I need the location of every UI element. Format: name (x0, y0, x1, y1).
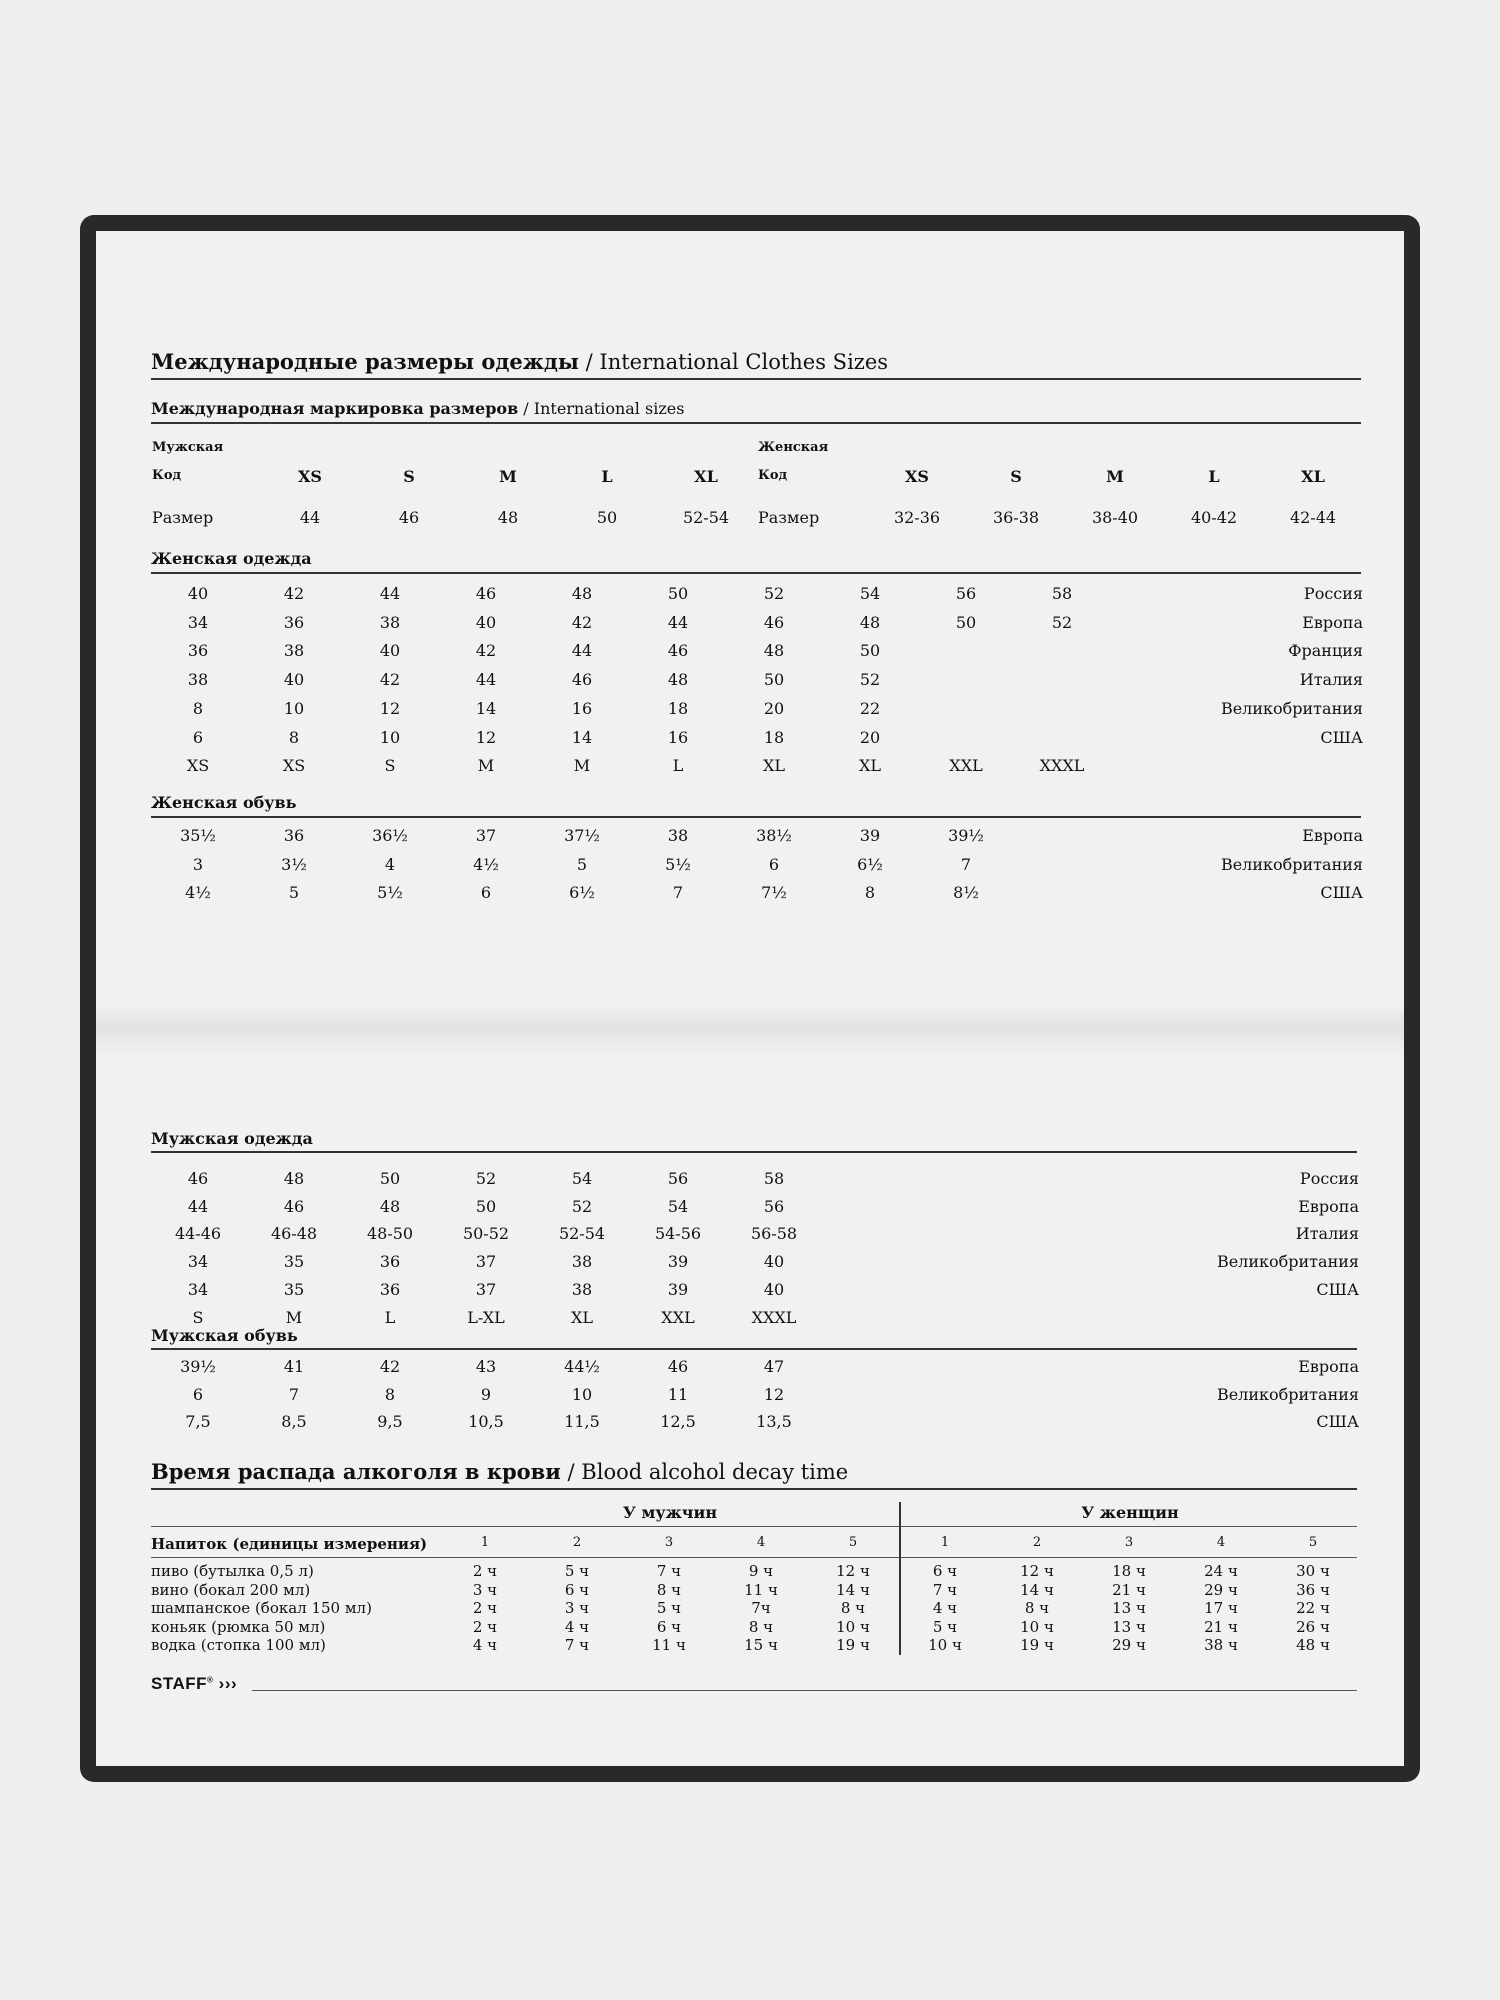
women-clothes-cell: 50 (667, 584, 689, 603)
men-shoes-cell: 10 (571, 1384, 593, 1404)
alcohol-men-cell: 2 ч (472, 1562, 498, 1580)
women-shoes-cell: 35½ (180, 826, 216, 845)
women-clothes-cell: 46 (763, 612, 785, 632)
men-clothes-cell: 35 (283, 1279, 305, 1299)
alcohol-men-cell: 14 ч (836, 1580, 870, 1599)
men-clothes-cell: 36 (379, 1279, 401, 1299)
intl-heading (151, 399, 684, 418)
intl-women-code: S (1010, 467, 1022, 486)
alcohol-men-label: У мужчин (622, 1503, 718, 1522)
footer-rule (252, 1690, 1357, 1691)
men-clothes-cell: 48 (283, 1169, 305, 1188)
alcohol-men-cell: 2 ч (472, 1617, 498, 1636)
alcohol-women-cell: 26 ч (1296, 1617, 1330, 1636)
women-shoes-cell: 36 (283, 826, 305, 845)
alcohol-women-cell: 14 ч (1020, 1580, 1054, 1599)
women-clothes-cell: 12 (475, 727, 497, 747)
men-shoes-country: Великобритания (1216, 1384, 1359, 1404)
alcohol-men-cell: 8 ч (840, 1599, 866, 1617)
men-clothes-heading: Мужская одежда (151, 1129, 313, 1148)
women-clothes-cell: 50 (859, 641, 881, 661)
women-clothes-cell: L (672, 756, 684, 776)
alcohol-men-cell: 15 ч (744, 1636, 778, 1654)
title-ru: Международные размеры одежды (151, 349, 579, 374)
men-clothes-cell: 39 (667, 1252, 689, 1272)
men-shoes-cell: 11 (667, 1384, 689, 1404)
women-clothes-cell: 16 (667, 727, 689, 747)
men-clothes-cell: 40 (763, 1252, 785, 1272)
alcohol-women-col: 3 (1124, 1535, 1134, 1550)
alcohol-men-cell: 3 ч (472, 1580, 498, 1599)
title-en: / International Clothes Sizes (585, 350, 889, 374)
men-clothes-cell: L-XL (467, 1307, 505, 1327)
men-clothes-cell: L (384, 1307, 396, 1327)
men-shoes-cell: 47 (763, 1357, 785, 1376)
women-clothes-cell: XXXL (1039, 756, 1085, 776)
alcohol-men-cell: 4 ч (564, 1617, 590, 1636)
women-shoes-cell: 8½ (953, 883, 979, 902)
alcohol-women-cell: 10 ч (1020, 1617, 1054, 1636)
women-clothes-cell: 10 (379, 727, 401, 747)
women-clothes-cell: XXL (949, 756, 983, 776)
alcohol-men-cell: 7 ч (656, 1562, 682, 1580)
intl-women-code: L (1208, 467, 1220, 486)
women-shoes-country: Великобритания (1220, 854, 1363, 874)
alcohol-men-cell: 7ч (751, 1599, 771, 1617)
women-clothes-cell: 54 (859, 584, 881, 603)
alcohol-women-cell: 6 ч (932, 1562, 958, 1580)
intl-women-size: 32-36 (893, 508, 941, 527)
men-shoes-cell: 44½ (564, 1357, 600, 1376)
intl-women-size: 36-38 (992, 508, 1040, 527)
alcohol-women-cell: 22 ч (1296, 1599, 1330, 1617)
alcohol-men-cell: 12 ч (836, 1562, 870, 1580)
women-clothes-cell: 8 (192, 698, 204, 718)
intl-women-code-label: Код (758, 468, 788, 483)
alcohol-men-col: 2 (572, 1535, 582, 1550)
men-clothes-cell: 37 (475, 1279, 497, 1299)
men-clothes-cell: 54-56 (654, 1224, 702, 1244)
men-clothes-cell: 44 (187, 1196, 209, 1216)
men-clothes-cell: 54 (571, 1169, 593, 1188)
women-shoes-cell: 3 (192, 854, 204, 874)
women-clothes-cell: 22 (859, 698, 881, 718)
men-clothes-cell: 58 (763, 1169, 785, 1188)
women-clothes-cell: 52 (1051, 612, 1073, 632)
men-clothes-cell: 46 (283, 1196, 305, 1216)
alcohol-women-cell: 4 ч (932, 1599, 958, 1617)
alcohol-men-cell: 9 ч (748, 1562, 774, 1580)
women-clothes-cell: 38 (187, 670, 209, 690)
intl-women-size: 38-40 (1091, 508, 1139, 527)
intl-women-code: M (1106, 467, 1124, 486)
women-shoes-country: США (1320, 883, 1363, 902)
alcohol-title (151, 1459, 848, 1484)
women-shoes-cell: 3½ (281, 854, 307, 874)
women-shoes-heading: Женская обувь (151, 793, 297, 812)
women-clothes-cell: 46 (571, 670, 593, 690)
women-clothes-cell: 44 (571, 641, 593, 661)
women-clothes-cell: 38 (283, 641, 305, 661)
men-shoes-cell: 6 (192, 1384, 204, 1404)
alcohol-women-col: 2 (1032, 1535, 1042, 1550)
alcohol-header-rule (151, 1526, 1357, 1527)
intl-women-code: XL (1301, 467, 1325, 486)
women-clothes-country: США (1320, 727, 1363, 747)
women-clothes-cell: 12 (379, 698, 401, 718)
women-shoes-cell: 4½ (185, 883, 211, 902)
women-clothes-cell: 40 (379, 641, 401, 661)
men-clothes-cell: 48 (379, 1196, 401, 1216)
alcohol-men-cell: 2 ч (472, 1599, 498, 1617)
women-clothes-cell: 48 (667, 670, 689, 690)
men-clothes-cell: XXXL (751, 1307, 797, 1327)
page-fold (96, 1009, 1404, 1059)
men-clothes-cell: 46-48 (270, 1224, 318, 1244)
men-clothes-cell: 56 (667, 1169, 689, 1188)
women-clothes-cell: 52 (859, 670, 881, 690)
women-clothes-cell: 42 (283, 584, 305, 603)
alcohol-women-cell: 10 ч (928, 1636, 962, 1654)
men-clothes-cell: 56 (763, 1196, 785, 1216)
men-clothes-cell: 48-50 (366, 1224, 414, 1244)
women-clothes-cell: 48 (763, 641, 785, 661)
intl-men-size: 52-54 (682, 508, 730, 527)
women-shoes-cell: 5½ (665, 854, 691, 874)
alcohol-men-col: 3 (664, 1535, 674, 1550)
men-shoes-cell: 42 (379, 1357, 401, 1376)
alcohol-women-cell: 18 ч (1112, 1562, 1146, 1580)
alcohol-men-cell: 11 ч (744, 1580, 778, 1599)
women-shoes-cell: 39 (859, 826, 881, 845)
women-clothes-cell: 38 (379, 612, 401, 632)
men-clothes-cell: 52-54 (558, 1224, 606, 1244)
women-shoes-cell: 6½ (857, 854, 883, 874)
alcohol-women-cell: 21 ч (1204, 1617, 1238, 1636)
intl-women-size: 40-42 (1190, 508, 1238, 527)
alcohol-men-cell: 3 ч (564, 1599, 590, 1617)
men-clothes-country: Великобритания (1216, 1252, 1359, 1272)
logo-name: STAFF (151, 1674, 208, 1693)
logo-arrows: ››› (218, 1674, 238, 1693)
women-clothes-cell: 46 (475, 584, 497, 603)
women-shoes-cell: 36½ (372, 826, 408, 845)
men-shoes-cell: 8 (384, 1384, 396, 1404)
women-clothes-cell: 20 (763, 698, 785, 718)
men-clothes-cell: 56-58 (750, 1224, 798, 1244)
women-clothes-cell: 40 (283, 670, 305, 690)
men-shoes-cell: 39½ (180, 1357, 216, 1376)
alcohol-men-cell: 11 ч (652, 1636, 686, 1654)
women-clothes-cell: 46 (667, 641, 689, 661)
women-clothes-cell: 34 (187, 612, 209, 632)
men-shoes-cell: 12,5 (660, 1412, 696, 1431)
women-clothes-country: Италия (1299, 670, 1363, 690)
women-clothes-cell: 44 (667, 612, 689, 632)
women-shoes-cell: 6 (768, 854, 780, 874)
women-clothes-cell: 10 (283, 698, 305, 718)
alcohol-men-cell: 4 ч (472, 1636, 498, 1654)
alcohol-men-col: 4 (756, 1535, 766, 1550)
men-clothes-cell: S (192, 1307, 204, 1327)
men-clothes-country: США (1316, 1279, 1359, 1299)
intl-men-size-label: Размер (152, 508, 214, 527)
men-shoes-cell: 12 (763, 1384, 785, 1404)
women-shoes-cell: 37 (475, 826, 497, 845)
women-shoes-country: Европа (1302, 826, 1363, 845)
alcohol-drink: водка (стопка 100 мл) (151, 1636, 326, 1654)
title-rule (151, 378, 1361, 380)
men-clothes-rule (151, 1151, 1357, 1153)
alcohol-title-rule (151, 1488, 1357, 1490)
women-clothes-cell: XS (282, 756, 306, 776)
alcohol-women-cell: 8 ч (1024, 1599, 1050, 1617)
alcohol-women-cell: 21 ч (1112, 1580, 1146, 1599)
men-clothes-cell: 34 (187, 1252, 209, 1272)
women-clothes-cell: 36 (187, 641, 209, 661)
women-clothes-cell: 18 (667, 698, 689, 718)
women-clothes-cell: 42 (571, 612, 593, 632)
alcohol-men-cell: 7 ч (564, 1636, 590, 1654)
alcohol-women-cell: 17 ч (1204, 1599, 1238, 1617)
men-clothes-country: Россия (1299, 1169, 1359, 1188)
men-clothes-country: Европа (1298, 1196, 1359, 1216)
alcohol-women-cell: 13 ч (1112, 1599, 1146, 1617)
women-clothes-country: Франция (1288, 641, 1363, 661)
men-clothes-cell: 36 (379, 1252, 401, 1272)
alcohol-women-cell: 13 ч (1112, 1617, 1146, 1636)
women-shoes-cell: 38½ (756, 826, 792, 845)
men-shoes-rule (151, 1348, 1357, 1350)
women-clothes-cell: 58 (1051, 584, 1073, 603)
men-clothes-cell: 38 (571, 1279, 593, 1299)
women-clothes-cell: S (384, 756, 396, 776)
men-shoes-cell: 11,5 (564, 1412, 600, 1431)
intl-women-code: XS (905, 467, 929, 486)
alcohol-divider (899, 1502, 901, 1655)
women-shoes-cell: 6½ (569, 883, 595, 902)
women-clothes-country: Европа (1302, 612, 1363, 632)
men-shoes-heading: Мужская обувь (151, 1326, 298, 1345)
men-clothes-cell: 46 (187, 1169, 209, 1188)
women-clothes-cell: M (573, 756, 591, 776)
men-clothes-cell: 34 (187, 1279, 209, 1299)
men-clothes-cell: 52 (571, 1196, 593, 1216)
intl-men-size: 48 (497, 508, 519, 527)
women-clothes-cell: 50 (763, 670, 785, 690)
intl-heading-en: / International sizes (523, 399, 685, 418)
men-shoes-cell: 13,5 (756, 1412, 792, 1431)
intl-men-size: 46 (398, 508, 420, 527)
women-shoes-cell: 7½ (761, 883, 787, 902)
men-shoes-country: Европа (1298, 1357, 1359, 1376)
women-clothes-cell: 18 (763, 727, 785, 747)
women-clothes-cell: XL (762, 756, 785, 776)
intl-rule (151, 422, 1361, 424)
alcohol-women-cell: 29 ч (1204, 1580, 1238, 1599)
intl-men-code: L (601, 467, 613, 486)
intl-men-code: XS (298, 467, 322, 486)
women-clothes-cell: 20 (859, 727, 881, 747)
men-clothes-cell: 52 (475, 1169, 497, 1188)
women-clothes-cell: 40 (187, 584, 209, 603)
women-clothes-cell: 42 (379, 670, 401, 690)
women-shoes-cell: 6 (480, 883, 492, 902)
alcohol-women-col: 1 (940, 1535, 950, 1550)
women-clothes-cell: 48 (571, 584, 593, 603)
women-clothes-rule (151, 572, 1361, 574)
alcohol-women-cell: 19 ч (1020, 1636, 1054, 1654)
women-clothes-heading: Женская одежда (151, 549, 312, 568)
alcohol-women-cell: 48 ч (1296, 1636, 1330, 1654)
women-clothes-cell: XL (858, 756, 881, 776)
alcohol-women-col: 5 (1308, 1535, 1318, 1550)
alcohol-women-cell: 36 ч (1296, 1580, 1330, 1599)
men-shoes-cell: 41 (283, 1357, 305, 1376)
men-shoes-cell: 7,5 (185, 1412, 211, 1431)
alcohol-men-cell: 6 ч (656, 1617, 682, 1636)
intl-men-size: 50 (596, 508, 618, 527)
intl-heading-ru: Международная маркировка размеров (151, 399, 519, 418)
women-clothes-cell: M (477, 756, 495, 776)
men-clothes-cell: 50 (475, 1196, 497, 1216)
alcohol-men-cell: 5 ч (564, 1562, 590, 1580)
men-clothes-cell: XL (570, 1307, 593, 1327)
men-clothes-cell: 38 (571, 1252, 593, 1272)
women-shoes-cell: 39½ (948, 826, 984, 845)
intl-men-code-label: Код (152, 468, 182, 483)
alcohol-men-col: 1 (480, 1535, 490, 1550)
women-shoes-cell: 5 (576, 854, 588, 874)
alcohol-women-cell: 29 ч (1112, 1636, 1146, 1654)
women-clothes-cell: 56 (955, 584, 977, 603)
women-clothes-cell: XS (186, 756, 210, 776)
women-clothes-country: Россия (1303, 584, 1363, 603)
women-shoes-cell: 37½ (564, 826, 600, 845)
alcohol-men-cell: 10 ч (836, 1617, 870, 1636)
women-clothes-cell: 6 (192, 727, 204, 747)
intl-men-label: Мужская (152, 440, 224, 455)
women-shoes-cell: 7 (960, 854, 972, 874)
men-clothes-cell: XXL (661, 1307, 695, 1327)
alcohol-women-cell: 7 ч (932, 1580, 958, 1599)
alcohol-men-cell: 5 ч (656, 1599, 682, 1617)
women-shoes-cell: 4½ (473, 854, 499, 874)
men-shoes-cell: 10,5 (468, 1412, 504, 1431)
men-clothes-cell: 50 (379, 1169, 401, 1188)
men-clothes-cell: 35 (283, 1252, 305, 1272)
alcohol-drink: коньяк (рюмка 50 мл) (151, 1617, 326, 1636)
women-shoes-cell: 4 (384, 854, 396, 874)
women-clothes-cell: 42 (475, 641, 497, 661)
alcohol-men-cell: 8 ч (656, 1580, 682, 1599)
alcohol-women-cell: 12 ч (1020, 1562, 1054, 1580)
alcohol-men-cell: 19 ч (836, 1636, 870, 1654)
page (96, 231, 1404, 1766)
alcohol-men-cell: 8 ч (748, 1617, 774, 1636)
men-clothes-cell: 44-46 (174, 1224, 222, 1244)
intl-women-size: 42-44 (1289, 508, 1337, 527)
men-shoes-cell: 9,5 (377, 1412, 403, 1431)
women-clothes-cell: 36 (283, 612, 305, 632)
intl-men-size: 44 (299, 508, 321, 527)
intl-men-code: S (403, 467, 415, 486)
women-clothes-cell: 40 (475, 612, 497, 632)
intl-women-size-label: Размер (758, 508, 820, 527)
women-clothes-cell: 50 (955, 612, 977, 632)
men-shoes-cell: 43 (475, 1357, 497, 1376)
notebook-frame (80, 215, 1420, 1782)
women-clothes-country: Великобритания (1220, 698, 1363, 718)
women-shoes-cell: 5 (288, 883, 300, 902)
alcohol-drink: шампанское (бокал 150 мл) (151, 1599, 372, 1617)
men-clothes-cell: M (285, 1307, 303, 1327)
intl-women-label: Женская (758, 440, 829, 455)
women-shoes-cell: 8 (864, 883, 876, 902)
alcohol-drink: вино (бокал 200 мл) (151, 1580, 311, 1599)
alcohol-women-cell: 5 ч (932, 1617, 958, 1636)
staff-logo (151, 1674, 237, 1694)
men-shoes-cell: 8,5 (281, 1412, 307, 1431)
women-shoes-rule (151, 816, 1361, 818)
women-clothes-cell: 44 (379, 584, 401, 603)
men-shoes-cell: 7 (288, 1384, 300, 1404)
alcohol-women-cell: 24 ч (1204, 1562, 1238, 1580)
alcohol-drink-header: Напиток (единицы измерения) (151, 1535, 428, 1553)
men-clothes-country: Италия (1295, 1224, 1359, 1244)
women-shoes-cell: 5½ (377, 883, 403, 902)
page-title (151, 349, 888, 374)
alcohol-women-cell: 30 ч (1296, 1562, 1330, 1580)
women-clothes-cell: 14 (571, 727, 593, 747)
men-clothes-cell: 37 (475, 1252, 497, 1272)
women-clothes-cell: 44 (475, 670, 497, 690)
women-clothes-cell: 8 (288, 727, 300, 747)
intl-men-code: M (499, 467, 517, 486)
men-clothes-cell: 50-52 (462, 1224, 510, 1244)
alcohol-women-col: 4 (1216, 1535, 1226, 1550)
men-clothes-cell: 40 (763, 1279, 785, 1299)
alcohol-women-cell: 38 ч (1204, 1636, 1238, 1654)
alcohol-title-en: / Blood alcohol decay time (567, 1460, 849, 1484)
alcohol-men-col: 5 (848, 1535, 858, 1550)
alcohol-cols-rule (151, 1557, 1357, 1558)
women-shoes-cell: 38 (667, 826, 689, 845)
men-shoes-country: США (1316, 1412, 1359, 1431)
men-clothes-cell: 54 (667, 1196, 689, 1216)
women-clothes-cell: 16 (571, 698, 593, 718)
men-shoes-cell: 9 (480, 1384, 492, 1404)
women-clothes-cell: 48 (859, 612, 881, 632)
alcohol-title-ru: Время распада алкоголя в крови (151, 1459, 561, 1484)
men-clothes-cell: 39 (667, 1279, 689, 1299)
women-clothes-cell: 52 (763, 584, 785, 603)
women-shoes-cell: 7 (672, 883, 684, 902)
men-shoes-cell: 46 (667, 1357, 689, 1376)
alcohol-women-label: У женщин (1081, 1503, 1179, 1522)
logo-mark: ® (207, 1675, 214, 1685)
alcohol-men-cell: 6 ч (564, 1580, 590, 1599)
alcohol-drink: пиво (бутылка 0,5 л) (151, 1562, 314, 1580)
women-clothes-cell: 14 (475, 698, 497, 718)
intl-men-code: XL (694, 467, 718, 486)
